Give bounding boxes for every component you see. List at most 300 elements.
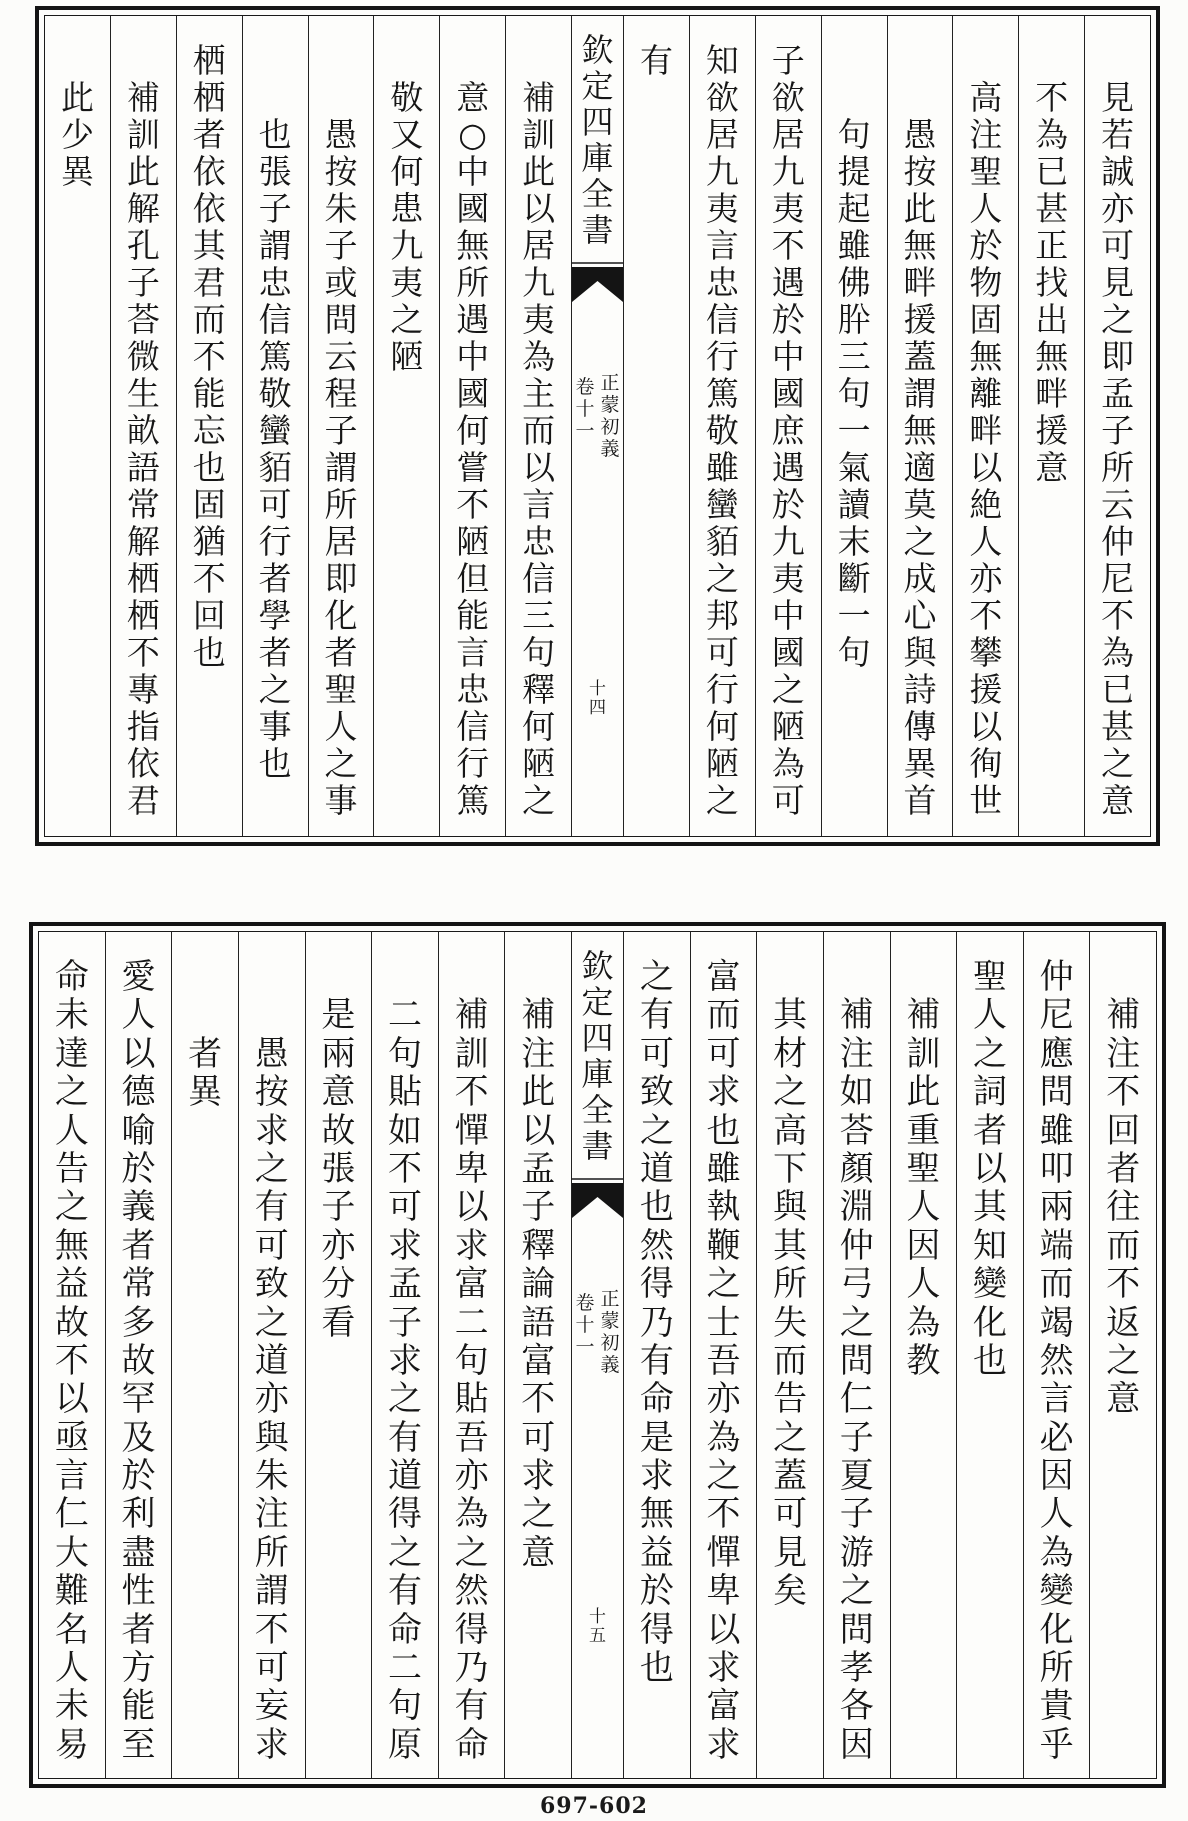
character: 可 xyxy=(521,1417,556,1458)
character: 亦 xyxy=(321,1225,356,1266)
character: 因 xyxy=(839,1724,874,1765)
character: 子 xyxy=(324,226,358,265)
character: 遇 xyxy=(456,300,490,339)
character: 何 xyxy=(390,152,424,191)
character: 畔 xyxy=(969,411,1003,450)
character: 張 xyxy=(258,152,292,191)
character: 求 xyxy=(254,1110,289,1151)
character: 陋 xyxy=(390,337,424,376)
character: 矣 xyxy=(773,1571,808,1612)
character: 常 xyxy=(126,485,160,524)
character: 憚 xyxy=(706,1532,741,1573)
character: 於 xyxy=(121,1148,156,1189)
character: 謂 xyxy=(324,448,358,487)
character: 人 xyxy=(1039,1494,1074,1535)
character: 不 xyxy=(1035,78,1069,117)
character: 四 xyxy=(589,698,606,718)
character: 可 xyxy=(258,485,292,524)
character: 以 xyxy=(121,1033,156,1074)
character: 兩 xyxy=(321,1033,356,1074)
banner-column xyxy=(571,16,623,836)
character: 陋 xyxy=(705,744,739,783)
character: 之 xyxy=(522,781,556,820)
character: 訓 xyxy=(522,115,556,154)
character: 出 xyxy=(1035,300,1069,339)
character: 庫 xyxy=(581,139,614,177)
character: 敬 xyxy=(390,78,424,117)
character: 重 xyxy=(906,1110,941,1151)
character: 可 xyxy=(706,1033,741,1074)
character: 亦 xyxy=(1101,189,1135,228)
character: 人 xyxy=(54,1110,89,1151)
character: 忠 xyxy=(258,263,292,302)
character: 為 xyxy=(522,337,556,376)
character: 絶 xyxy=(969,485,1003,524)
character: 化 xyxy=(324,596,358,635)
character: 無 xyxy=(903,226,937,265)
character: 此 xyxy=(522,152,556,191)
character: 夷 xyxy=(390,263,424,302)
character: 朱 xyxy=(324,189,358,228)
character: 程 xyxy=(324,374,358,413)
character: 詩 xyxy=(903,670,937,709)
character: 肸 xyxy=(837,300,871,339)
character: 鞭 xyxy=(706,1225,741,1266)
character: 人 xyxy=(969,522,1003,561)
character: 應 xyxy=(1039,1033,1074,1074)
character: 九 xyxy=(705,152,739,191)
character: 國 xyxy=(456,374,490,413)
character: 一 xyxy=(837,596,871,635)
character: 篤 xyxy=(705,374,739,413)
character: 達 xyxy=(54,1033,89,1074)
character: 之 xyxy=(254,1302,289,1343)
character: 吾 xyxy=(454,1417,489,1458)
character: 未 xyxy=(54,1686,89,1727)
character: 但 xyxy=(456,559,490,598)
character: 之 xyxy=(258,670,292,709)
character: 子 xyxy=(321,1187,356,1228)
character: 知 xyxy=(705,41,739,80)
character: 初 xyxy=(600,416,620,438)
character: 以 xyxy=(521,1110,556,1151)
character: 之 xyxy=(387,1532,422,1573)
character: 欲 xyxy=(771,78,805,117)
character: 易 xyxy=(54,1724,89,1765)
character: 而 xyxy=(192,300,226,339)
character: 已 xyxy=(1101,670,1135,709)
character: 之 xyxy=(773,1417,808,1458)
character: 一 xyxy=(575,420,595,442)
character: 者 xyxy=(972,1110,1007,1151)
character: 其 xyxy=(773,995,808,1036)
text-column xyxy=(821,16,887,836)
character: 注 xyxy=(521,1033,556,1074)
character: 意 xyxy=(521,1532,556,1573)
character: 忠 xyxy=(705,263,739,302)
character: 謂 xyxy=(258,226,292,265)
character: 之 xyxy=(390,300,424,339)
character: ○ xyxy=(458,115,488,154)
character: 者 xyxy=(258,633,292,672)
text-column xyxy=(45,16,110,836)
character: 援 xyxy=(903,300,937,339)
character: 無 xyxy=(639,1494,674,1535)
text-column xyxy=(105,932,172,1778)
character: 讀 xyxy=(837,485,871,524)
character: 於 xyxy=(771,300,805,339)
character: 意 xyxy=(456,78,490,117)
character: 注 xyxy=(839,1033,874,1074)
character: 遇 xyxy=(771,263,805,302)
character: 之 xyxy=(771,670,805,709)
character: 信 xyxy=(522,559,556,598)
character: 蠻 xyxy=(258,411,292,450)
book-label xyxy=(572,372,623,460)
character: 命 xyxy=(54,957,89,997)
character: 此 xyxy=(906,1072,941,1113)
character: 德 xyxy=(121,1072,156,1113)
character: 若 xyxy=(1101,115,1135,154)
text-column xyxy=(756,932,823,1778)
character: 者 xyxy=(258,559,292,598)
character: 亦 xyxy=(969,559,1003,598)
character: 高 xyxy=(773,1110,808,1151)
character: 成 xyxy=(903,559,937,598)
character: 中 xyxy=(456,152,490,191)
text-column xyxy=(623,932,690,1778)
character: 乃 xyxy=(454,1648,489,1689)
banner-column xyxy=(571,932,623,1778)
character: 固 xyxy=(969,300,1003,339)
character: 猶 xyxy=(192,522,226,561)
character: 可 xyxy=(773,1494,808,1535)
character: 問 xyxy=(1039,1072,1074,1113)
character: 罕 xyxy=(121,1379,156,1420)
text-column xyxy=(305,932,372,1778)
volume-number xyxy=(574,372,596,460)
character: 國 xyxy=(771,633,805,672)
character: 無 xyxy=(1035,337,1069,376)
text-column xyxy=(39,932,105,1778)
character: 富 xyxy=(521,1340,556,1381)
plate-number: 697-602 xyxy=(540,1793,648,1819)
character: 所 xyxy=(254,1532,289,1573)
character: 注 xyxy=(969,115,1003,154)
character: 以 xyxy=(54,1379,89,1420)
character: 而 xyxy=(706,995,741,1036)
character: 張 xyxy=(321,1148,356,1189)
character: 畔 xyxy=(903,263,937,302)
character: 義 xyxy=(121,1187,156,1228)
upper-page-panel xyxy=(35,6,1160,846)
character: 富 xyxy=(454,1264,489,1305)
character: 必 xyxy=(1039,1417,1074,1458)
character: 嘗 xyxy=(456,448,490,487)
character: 不 xyxy=(771,226,805,265)
character: 君 xyxy=(192,263,226,302)
character: 問 xyxy=(839,1340,874,1381)
character: 孟 xyxy=(387,1264,422,1305)
character: 云 xyxy=(324,337,358,376)
character: 依 xyxy=(192,189,226,228)
character: 得 xyxy=(387,1494,422,1535)
book-label xyxy=(572,1288,623,1376)
text-column xyxy=(823,932,890,1778)
character: 夷 xyxy=(522,300,556,339)
character: 故 xyxy=(54,1302,89,1343)
character: 不 xyxy=(192,337,226,376)
character: 故 xyxy=(321,1110,356,1151)
character: 淵 xyxy=(839,1187,874,1228)
character: 所 xyxy=(456,263,490,302)
character: 九 xyxy=(522,263,556,302)
character: 畔 xyxy=(1035,374,1069,413)
character: 道 xyxy=(387,1456,422,1497)
character: 之 xyxy=(639,957,674,997)
character: 問 xyxy=(839,1609,874,1650)
character: 之 xyxy=(521,1494,556,1535)
character: 之 xyxy=(54,1187,89,1228)
character: 仁 xyxy=(54,1494,89,1535)
character: 四 xyxy=(581,1019,614,1057)
character: 國 xyxy=(456,189,490,228)
volume-number xyxy=(574,1288,596,1376)
character: 句 xyxy=(837,115,871,154)
character: 雖 xyxy=(706,1148,741,1189)
character: 可 xyxy=(254,1225,289,1266)
character: 原 xyxy=(387,1724,422,1765)
character: 也 xyxy=(258,115,292,154)
character: 之 xyxy=(705,559,739,598)
character: 而 xyxy=(1106,1225,1141,1266)
character: 句 xyxy=(522,633,556,672)
character: 生 xyxy=(126,374,160,413)
text-column xyxy=(176,16,242,836)
character: 無 xyxy=(969,337,1003,376)
character: 貴 xyxy=(1039,1686,1074,1727)
character: 事 xyxy=(324,781,358,820)
character: 少 xyxy=(60,115,94,154)
character: 方 xyxy=(121,1648,156,1689)
character: 名 xyxy=(54,1609,89,1650)
character: 適 xyxy=(903,448,937,487)
character: 亟 xyxy=(54,1417,89,1458)
text-column xyxy=(438,932,505,1778)
character: 也 xyxy=(639,1648,674,1689)
series-title xyxy=(572,948,623,1164)
text-grid xyxy=(44,15,1151,837)
character: 所 xyxy=(773,1264,808,1305)
character: 邦 xyxy=(705,596,739,635)
character: 中 xyxy=(771,596,805,635)
character: 此 xyxy=(126,152,160,191)
character: 首 xyxy=(903,781,937,820)
text-column xyxy=(171,932,238,1778)
character: 問 xyxy=(324,300,358,339)
text-column xyxy=(890,932,957,1778)
character: 言 xyxy=(456,633,490,672)
character: 君 xyxy=(126,781,160,820)
character: 命 xyxy=(387,1609,422,1650)
page-number xyxy=(572,1608,623,1646)
character: 失 xyxy=(773,1302,808,1343)
character: 亦 xyxy=(454,1456,489,1497)
character: 子 xyxy=(839,1417,874,1458)
character: 三 xyxy=(837,337,871,376)
character: 九 xyxy=(771,522,805,561)
character: 亦 xyxy=(706,1379,741,1420)
character: 無 xyxy=(54,1225,89,1266)
character: 之 xyxy=(454,1532,489,1573)
character: 意 xyxy=(1101,781,1135,820)
character: 欽 xyxy=(581,947,614,985)
character: 其 xyxy=(972,1187,1007,1228)
character: 見 xyxy=(1101,263,1135,302)
character: 下 xyxy=(773,1148,808,1189)
character: 篤 xyxy=(456,781,490,820)
character: 義 xyxy=(600,1354,620,1376)
character: 謂 xyxy=(903,374,937,413)
fishtail-mark xyxy=(572,1178,623,1222)
character: 患 xyxy=(390,189,424,228)
character: 語 xyxy=(521,1302,556,1343)
character: 可 xyxy=(254,1648,289,1689)
character: 行 xyxy=(705,337,739,376)
character: 妄 xyxy=(254,1686,289,1727)
character: 依 xyxy=(192,152,226,191)
character: 聖 xyxy=(969,152,1003,191)
book-title xyxy=(599,372,621,460)
character: 意 xyxy=(1106,1379,1141,1420)
character: 四 xyxy=(581,103,614,141)
character: 是 xyxy=(639,1417,674,1458)
text-column xyxy=(956,932,1023,1778)
character: 於 xyxy=(771,485,805,524)
character: 可 xyxy=(705,633,739,672)
character: 子 xyxy=(387,1302,422,1343)
character: 子 xyxy=(1101,411,1135,450)
text-column xyxy=(308,16,374,836)
character: 尼 xyxy=(1101,559,1135,598)
character: 何 xyxy=(522,707,556,746)
character: 又 xyxy=(390,115,424,154)
character: 聖 xyxy=(972,957,1007,997)
character: 有 xyxy=(387,1571,422,1612)
character: 不 xyxy=(456,485,490,524)
character: 庶 xyxy=(771,411,805,450)
character: 為 xyxy=(771,744,805,783)
character: 見 xyxy=(1101,78,1135,117)
character: 句 xyxy=(837,633,871,672)
character: 信 xyxy=(456,707,490,746)
character: 按 xyxy=(254,1072,289,1113)
lower-page-panel xyxy=(29,922,1166,1788)
character: 提 xyxy=(837,152,871,191)
character: 定 xyxy=(581,67,614,105)
character: 人 xyxy=(121,995,156,1036)
character: 十 xyxy=(575,1314,595,1336)
text-column xyxy=(1023,932,1090,1778)
character: 書 xyxy=(581,211,614,249)
character: 夷 xyxy=(771,189,805,228)
character: 材 xyxy=(773,1033,808,1074)
character: 仲 xyxy=(1039,957,1074,997)
character: 者 xyxy=(192,115,226,154)
character: 游 xyxy=(839,1532,874,1573)
character: 句 xyxy=(837,374,871,413)
character: 道 xyxy=(639,1148,674,1189)
character: 乃 xyxy=(639,1302,674,1343)
character: 求 xyxy=(387,1340,422,1381)
character: 陋 xyxy=(522,744,556,783)
character: 釋 xyxy=(521,1225,556,1266)
character: 論 xyxy=(521,1264,556,1305)
character: 聖 xyxy=(906,1148,941,1189)
character: 按 xyxy=(903,152,937,191)
character: 而 xyxy=(773,1340,808,1381)
character: 難 xyxy=(54,1571,89,1612)
character: 三 xyxy=(522,596,556,635)
character: 故 xyxy=(121,1340,156,1381)
character: 者 xyxy=(1106,1148,1141,1189)
character: 十 xyxy=(575,398,595,420)
character: 陋 xyxy=(771,707,805,746)
series-title xyxy=(572,32,623,248)
character: 孔 xyxy=(126,226,160,265)
character: 竭 xyxy=(1039,1302,1074,1343)
character: 可 xyxy=(771,781,805,820)
character: 欽 xyxy=(581,31,614,69)
character: 所 xyxy=(1101,448,1135,487)
character: 居 xyxy=(705,115,739,154)
character: 中 xyxy=(456,337,490,376)
character: 憚 xyxy=(454,1110,489,1151)
character: 蠻 xyxy=(705,485,739,524)
character: 告 xyxy=(54,1148,89,1189)
character: 為 xyxy=(1101,633,1135,672)
character: 信 xyxy=(258,300,292,339)
character: 以 xyxy=(706,1609,741,1650)
character: 分 xyxy=(321,1264,356,1305)
character: 一 xyxy=(837,411,871,450)
text-column xyxy=(952,16,1018,836)
character: 是 xyxy=(321,995,356,1036)
page-number xyxy=(572,680,623,718)
character: 起 xyxy=(837,189,871,228)
character: 各 xyxy=(839,1686,874,1727)
character: 補 xyxy=(522,78,556,117)
character: 言 xyxy=(705,226,739,265)
character: 不 xyxy=(969,596,1003,635)
character: 蒙 xyxy=(600,1310,620,1332)
character: 可 xyxy=(1101,226,1135,265)
character: 攀 xyxy=(969,633,1003,672)
character: 之 xyxy=(254,1148,289,1189)
character: 定 xyxy=(581,983,614,1021)
character: 之 xyxy=(839,1302,874,1343)
character: 命 xyxy=(639,1379,674,1420)
character: 以 xyxy=(972,1148,1007,1189)
character: 貊 xyxy=(705,522,739,561)
character: 栖 xyxy=(192,78,226,117)
character: 有 xyxy=(454,1686,489,1727)
character: 補 xyxy=(906,995,941,1036)
character: 徇 xyxy=(969,744,1003,783)
text-column xyxy=(690,932,757,1778)
character: 找 xyxy=(1035,263,1069,302)
character: 異 xyxy=(60,152,94,191)
